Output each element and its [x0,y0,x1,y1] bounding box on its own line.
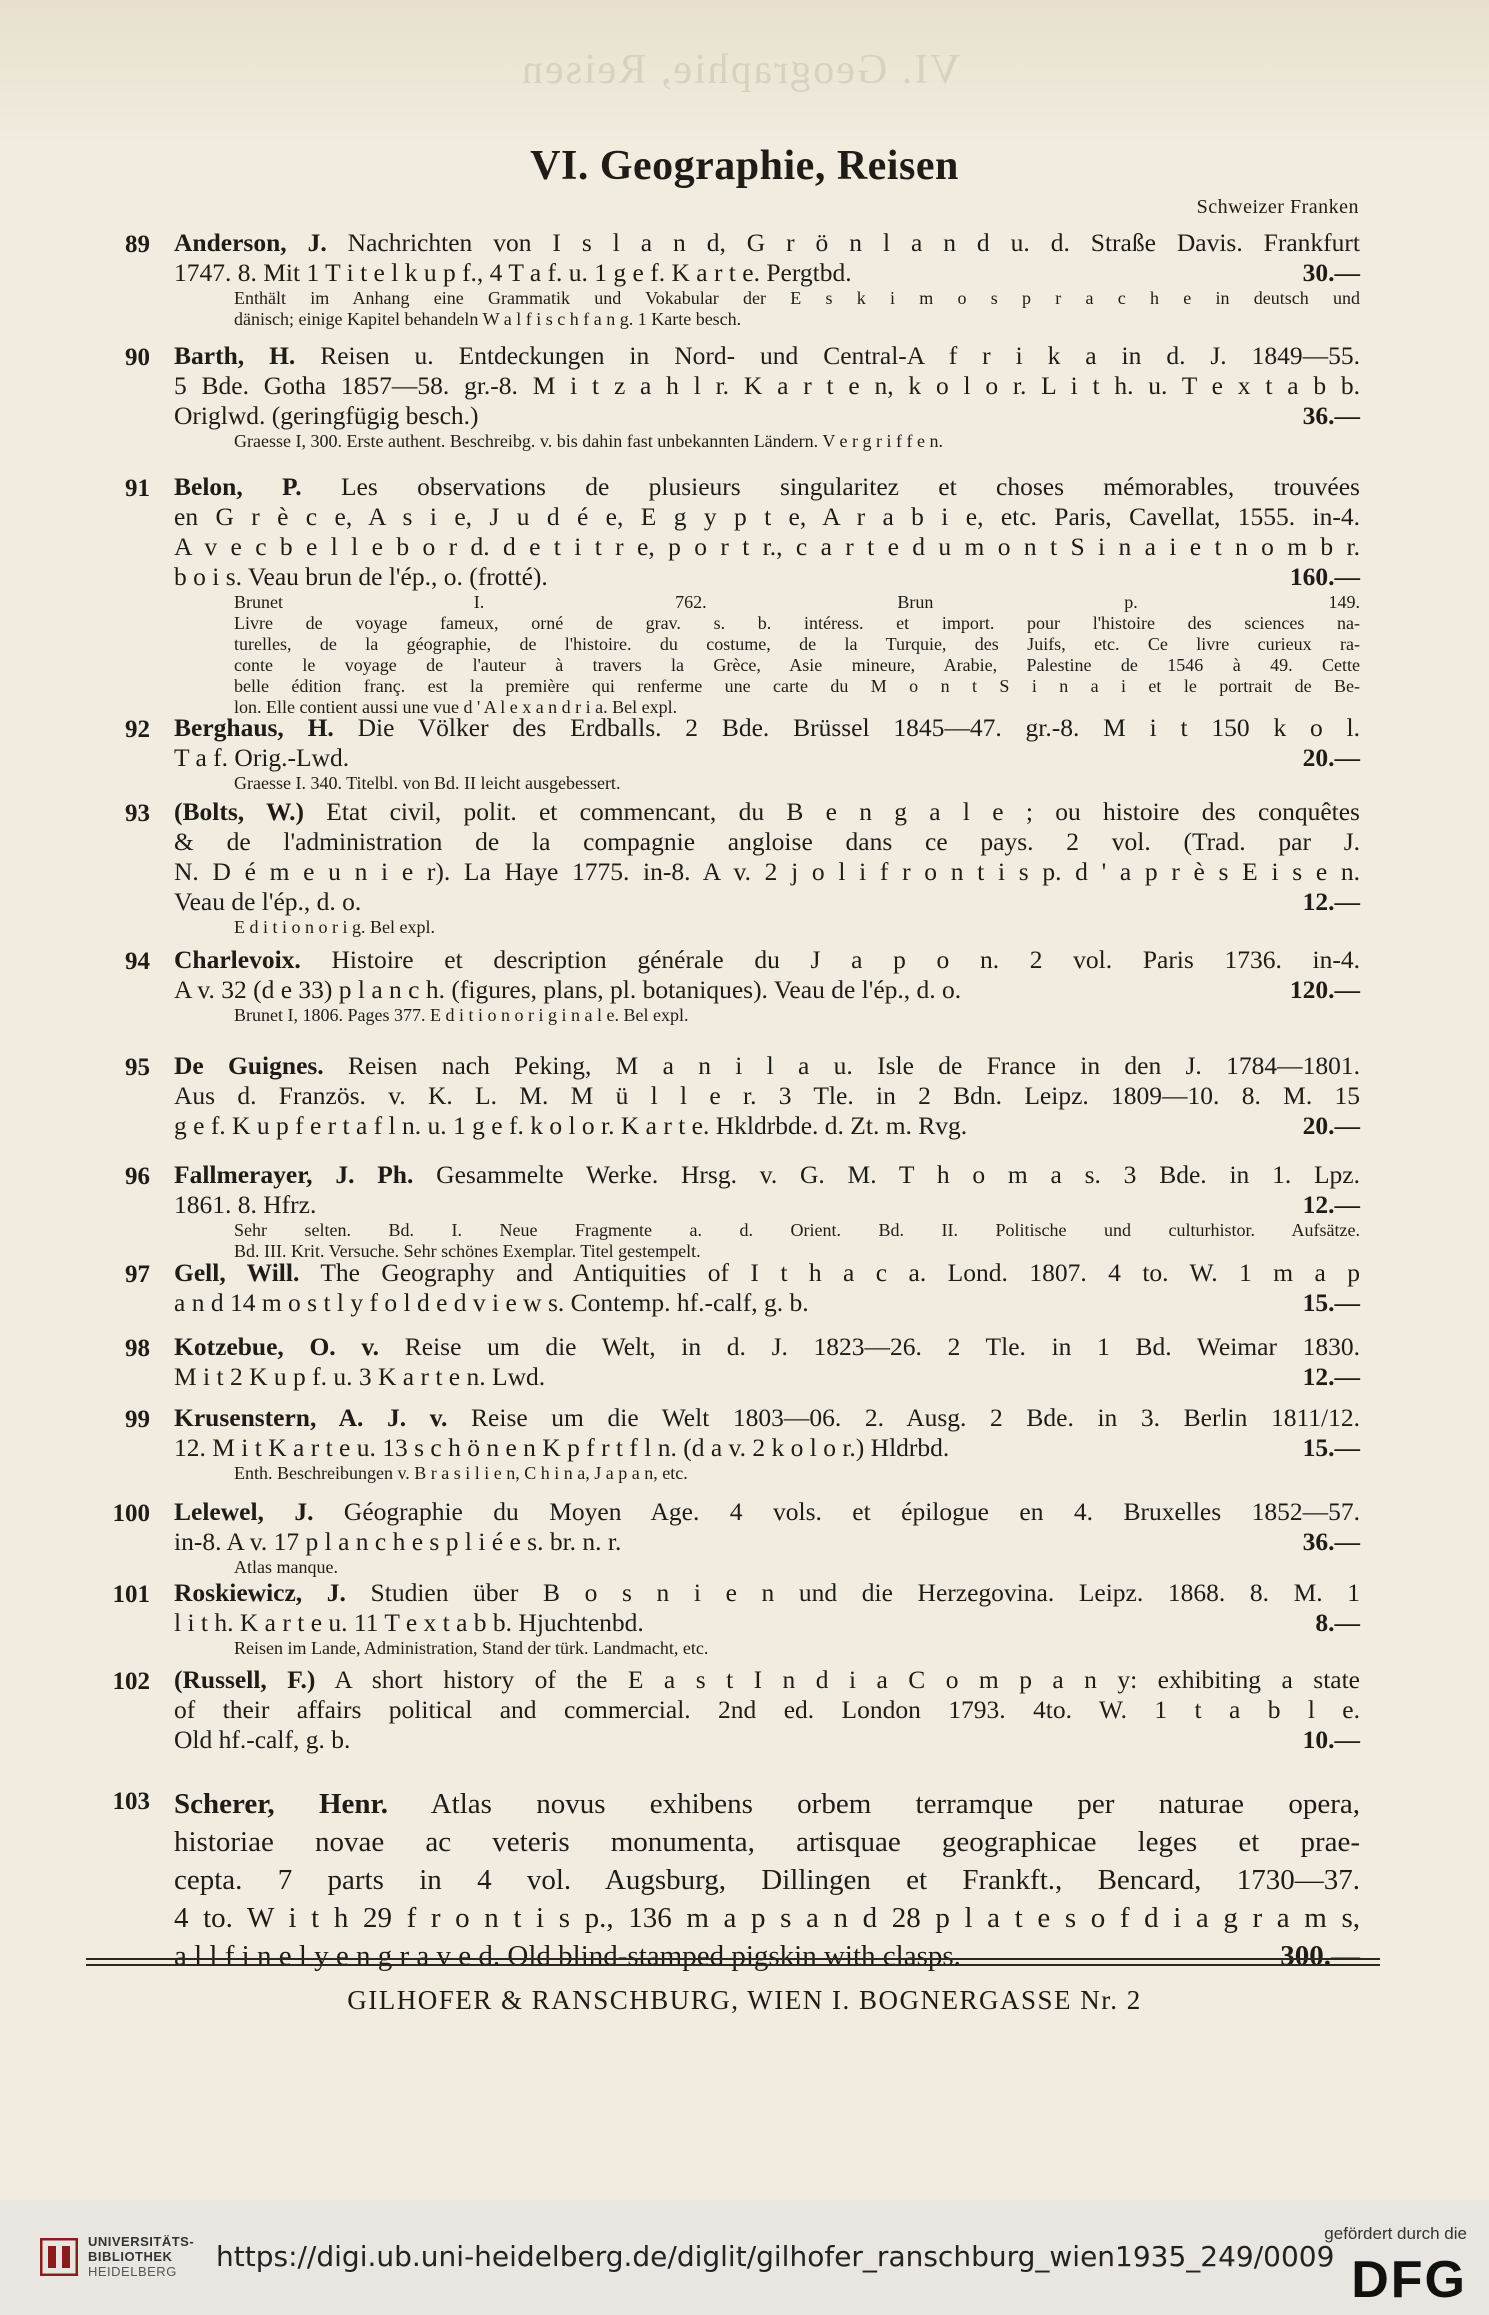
entry-text: 12. M i t K a r t e u. 13 s c h ö n e n K p f r t f l n. (d a v. 2 k o l o r.) Hldrbd. [174,1433,950,1462]
entry-price: 10.— [1302,1725,1360,1754]
entry-price: 12.— [1302,1362,1360,1391]
entry-note: Enthält im Anhang eine Grammatik und Vokabular der E s k i m o s p r a c h e in deutsch und [234,288,1360,308]
entry-note: Brunet I. 762. Brun p. 149. [234,592,1360,612]
footer-rule-bottom [86,1964,1380,1966]
entry-text: A v e c b e l l e b o r d. d e t i t r e, p o r t r., c a r t e d u m o n t S i n a i e t n o m b r. [174,532,1360,561]
entry-number: 100 [112,1500,150,1527]
entry-line [174,1578,1360,1608]
entry-number: 97 [125,1261,150,1288]
entry-line [174,1937,1360,1975]
entry-text: Reisen nach Peking, M a n i l a u. Isle de France in den J. 1784—1801. [323,1051,1360,1080]
university-library-name [88,2234,194,2279]
entry-number: 92 [125,716,150,743]
catalog-entry [174,1403,1360,1484]
entry-line [174,1695,1360,1725]
entry-line [174,258,1360,288]
catalog-entry [174,945,1360,1026]
entry-number: 89 [125,231,150,258]
entry-line [174,502,1360,532]
entry-author: Berghaus, H. [174,713,334,742]
entry-note: Bd. III. Krit. Versuche. Sehr schönes Exemplar. Titel gestempelt. [234,1241,701,1261]
entry-note: Graesse I. 340. Titelbl. von Bd. II leicht ausgebessert. [234,773,621,793]
catalog-entry [174,341,1360,452]
entry-text: of their affairs political and commercial. 2nd ed. London 1793. 4to. W. 1 t a b l e. [174,1695,1360,1724]
entry-line [174,827,1360,857]
entry-text: Origlwd. (geringfügig besch.) [174,401,479,430]
entry-line [174,401,1360,431]
entry-line [174,1258,1360,1288]
entry-text: b o i s. Veau brun de l'ép., o. (frotté). [174,562,548,591]
entry-number: 95 [125,1054,150,1081]
entry-author: Kotzebue, O. v. [174,1332,380,1361]
university-library-logo[interactable] [40,2238,78,2276]
entry-line [174,1665,1360,1695]
catalog-entry [174,797,1360,938]
entry-text: 1747. 8. Mit 1 T i t e l k u p f., 4 T a f. u. 1 g e f. K a r t e. Pergtbd. [174,258,852,287]
entry-number: 93 [125,800,150,827]
library-name-line3: HEIDELBERG [88,2264,177,2279]
entry-author: Barth, H. [174,341,296,370]
entry-text: in-8. A v. 17 p l a n c h e s p l i é e s. br. n. r. [174,1527,622,1556]
catalog-entry [174,1665,1360,1755]
entry-note: conte le voyage de l'auteur à travers la Grèce, Asie mineure, Arabie, Palestine de 1546 à 49. Cette [234,655,1360,675]
entry-line [174,472,1360,502]
entry-text: Gesammelte Werke. Hrsg. v. G. M. T h o m a s. 3 Bde. in 1. Lpz. [413,1160,1360,1189]
entry-line [174,562,1360,592]
entry-text: M i t 2 K u p f. u. 3 K a r t e n. Lwd. [174,1362,546,1391]
entry-text: T a f. Orig.-Lwd. [174,743,350,772]
entry-line [174,532,1360,562]
entry-text: Studien über B o s n i e n und die Herzegovina. Leipz. 1868. 8. M. 1 [345,1578,1361,1607]
entry-price: 120.— [1289,975,1360,1004]
entry-text: 5 Bde. Gotha 1857—58. gr.-8. M i t z a h l r. K a r t e n, k o l o r. L i t h. u. T e x t a b b. [174,371,1360,400]
entry-line [174,1823,1360,1861]
entry-text: Histoire et description générale du J a p o n. 2 vol. Paris 1736. in-4. [300,945,1360,974]
entry-text: Reise um die Welt 1803—06. 2. Ausg. 2 Bde. in 3. Berlin 1811/12. [447,1403,1360,1432]
entry-line [174,1497,1360,1527]
library-name-line2: BIBLIOTHEK [88,2249,173,2264]
entry-note: E d i t i o n o r i g. Bel expl. [234,917,435,937]
entry-number: 99 [125,1406,150,1433]
entry-text: cepta. 7 parts in 4 vol. Augsburg, Dillingen et Frankft., Bencard, 1730—37. [174,1864,1360,1896]
entry-line [174,1785,1360,1823]
entry-text: 1861. 8. Hfrz. [174,1190,317,1219]
entry-price: 12.— [1302,1190,1360,1219]
entry-note: Livre de voyage fameux, orné de grav. s. b. intéress. et import. pour l'histoire des sciences na- [234,613,1360,633]
entry-price: 36.— [1302,1527,1360,1556]
entry-line [174,713,1360,743]
entry-line [174,1160,1360,1190]
entry-note: Brunet I, 1806. Pages 377. E d i t i o n o r i g i n a l e. Bel expl. [234,1005,689,1025]
entry-text: & de l'administration de la compagnie angloise dans ce pays. 2 vol. (Trad. par J. [174,827,1360,856]
catalog-entry [174,1332,1360,1392]
entry-author: Scherer, Henr. [174,1788,388,1820]
entry-line [174,1362,1360,1392]
catalog-entry [174,472,1360,718]
entry-author: Anderson, J. [174,228,327,257]
entry-line [174,341,1360,371]
entry-line [174,1608,1360,1638]
entry-text: en G r è c e, A s i e, J u d é e, E g y p t e, A r a b i e, etc. Paris, Cavellat, 1555. in-4. [174,502,1360,531]
entry-text: N. D é m e u n i e r). La Haye 1775. in-8. A v. 2 j o l i f r o n t i s p. d ' a p r è s E i s e n. [174,857,1360,886]
entry-price: 8.— [1315,1608,1360,1637]
funding-note: gefördert durch die [1324,2224,1467,2243]
entry-text: a n d 14 m o s t l y f o l d e d v i e w s. Contemp. hf.-calf, g. b. [174,1288,809,1317]
entry-text: Reisen u. Entdeckungen in Nord- und Central-A f r i k a in d. J. 1849—55. [295,341,1360,370]
footer-rule-top [86,1958,1380,1960]
catalog-entry [174,713,1360,794]
entry-line [174,1288,1360,1318]
entry-price: 15.— [1302,1433,1360,1462]
entry-line [174,1081,1360,1111]
entry-line [174,1527,1360,1557]
entry-text: A v. 32 (d e 33) p l a n c h. (figures, plans, pl. botaniques). Veau de l'ép., d. o. [174,975,962,1004]
entry-note: Sehr selten. Bd. I. Neue Fragmente a. d. Orient. Bd. II. Politische und culturhistor. Aufsätze. [234,1220,1360,1240]
entry-note: turelles, de la géographie, de l'histoire. du costume, de la Turquie, des Juifs, etc. Ce livre curieux ra- [234,634,1360,654]
catalog-entry [174,1258,1360,1318]
library-name-line1: UNIVERSITÄTS- [88,2234,195,2249]
entry-text: a l l f i n e l y e n g r a v e d. Old blind-stamped pigskin with clasps. [174,1940,961,1972]
entry-price: 36.— [1302,401,1360,430]
catalog-entry [174,228,1360,330]
entry-line [174,743,1360,773]
entry-note: Atlas manque. [234,1557,338,1577]
catalog-entry [174,1578,1360,1659]
entry-number: 96 [125,1163,150,1190]
entry-note: belle édition franç. est la première qui renferme une carte du M o n t S i n a i et le portrait de Be- [234,676,1360,696]
entry-text: l i t h. K a r t e u. 11 T e x t a b b. Hjuchtenbd. [174,1608,644,1637]
entry-number: 103 [112,1788,150,1815]
entry-text: Nachrichten von I s l a n d, G r ö n l a n d u. d. Straße Davis. Frankfurt [326,228,1360,257]
entry-author: Charlevoix. [174,945,301,974]
page-title: VI. Geographie, Reisen [530,143,959,189]
entry-text: Etat civil, polit. et commencant, du B e n g a l e ; ou histoire des conquêtes [303,797,1360,826]
catalog-entry [174,1051,1360,1141]
catalog-entry [174,1785,1360,1975]
entry-author: Fallmerayer, J. Ph. [174,1160,414,1189]
entry-line [174,1403,1360,1433]
entry-author: De Guignes. [174,1051,324,1080]
entry-price: 30.— [1302,258,1360,287]
entry-note: Reisen im Lande, Administration, Stand der türk. Landmacht, etc. [234,1638,709,1658]
catalog-entry [174,1497,1360,1578]
bleed-through-heading: VI. Geographie, Reisen [520,47,961,93]
entry-price: 300.— [1280,1940,1360,1972]
viewer-bottom-bar [0,2200,1489,2315]
entry-number: 94 [125,948,150,975]
entry-price: 20.— [1302,743,1360,772]
entry-note: Enth. Beschreibungen v. B r a s i l i e n, C h i n a, J a p a n, etc. [234,1463,688,1483]
entry-author: Lelewel, J. [174,1497,314,1526]
entry-author: Gell, Will. [174,1258,300,1287]
entry-text: The Geography and Antiquities of I t h a c a. Lond. 1807. 4 to. W. 1 m a p [299,1258,1360,1287]
entry-number: 102 [112,1668,150,1695]
entry-line [174,857,1360,887]
entry-text: 4 to. W i t h 29 f r o n t i s p., 136 m a p s a n d 28 p l a t e s o f d i a g r a m s, [174,1902,1360,1934]
entry-text: Reise um die Welt, in d. J. 1823—26. 2 Tle. in 1 Bd. Weimar 1830. [379,1332,1360,1361]
entry-price: 15.— [1302,1288,1360,1317]
entry-number: 90 [125,344,150,371]
entry-line [174,1111,1360,1141]
entry-note: dänisch; einige Kapitel behandeln W a l f i s c h f a n g. 1 Karte besch. [234,309,742,329]
entry-text: Veau de l'ép., d. o. [174,887,362,916]
entry-note: lon. Elle contient aussi une vue d ' A l e x a n d r i a. Bel expl. [234,697,678,717]
entry-note: Graesse I, 300. Erste authent. Beschreibg. v. bis dahin fast unbekannten Ländern. V e r g r i f f e n. [234,431,943,451]
dfg-logo[interactable]: DFG [1351,2251,1467,2309]
entry-text: Old hf.-calf, g. b. [174,1725,351,1754]
entry-number: 101 [112,1581,150,1608]
entry-line [174,1725,1360,1755]
entry-price: 160.— [1289,562,1360,591]
entry-author: (Russell, F.) [174,1665,316,1694]
entry-author: (Bolts, W.) [174,797,304,826]
entry-line [174,228,1360,258]
document-url-link[interactable]: https://digi.ub.uni-heidelberg.de/diglit/gilhofer_ranschburg_wien1935_249/0009 [216,2240,1335,2273]
entry-author: Krusenstern, A. J. v. [174,1403,448,1432]
entry-text: Géographie du Moyen Age. 4 vols. et épilogue en 4. Bruxelles 1852—57. [313,1497,1360,1526]
entry-text: Aus d. Französ. v. K. L. M. M ü l l e r. 3 Tle. in 2 Bdn. Leipz. 1809—10. 8. M. 15 [174,1081,1360,1110]
entry-line [174,1899,1360,1937]
entry-author: Roskiewicz, J. [174,1578,346,1607]
entry-author: Belon, P. [174,472,302,501]
entry-price: 12.— [1302,887,1360,916]
entry-text: A short history of the E a s t I n d i a C o m p a n y: exhibiting a state [315,1665,1361,1694]
entry-number: 98 [125,1335,150,1362]
entry-line [174,1433,1360,1463]
entry-line [174,975,1360,1005]
entry-line [174,797,1360,827]
entry-text: historiae novae ac veteris monumenta, artisquae geographicae leges et prae- [174,1826,1360,1858]
entry-line [174,1190,1360,1220]
entry-line [174,1861,1360,1899]
currency-label: Schweizer Franken [1196,196,1359,218]
entry-price: 20.— [1302,1111,1360,1140]
entry-line [174,1051,1360,1081]
entry-line [174,371,1360,401]
entry-line [174,945,1360,975]
entry-line [174,1332,1360,1362]
entry-text: Atlas novus exhibens orbem terramque per naturae opera, [388,1788,1360,1820]
entry-number: 91 [125,475,150,502]
entry-text: Les observations de plusieurs singularitez et choses mémorables, trouvées [301,472,1360,501]
catalog-entry [174,1160,1360,1262]
bleed-through-area [0,0,1489,150]
publisher-footer: GILHOFER & RANSCHBURG, WIEN I. BOGNERGASSE Nr. 2 [347,1985,1142,2015]
entry-text: Die Völker des Erdballs. 2 Bde. Brüssel 1845—47. gr.-8. M i t 150 k o l. [333,713,1360,742]
entry-text: g e f. K u p f e r t a f l n. u. 1 g e f. k o l o r. K a r t e. Hkldrbde. d. Zt. m. Rvg. [174,1111,968,1140]
entry-line [174,887,1360,917]
